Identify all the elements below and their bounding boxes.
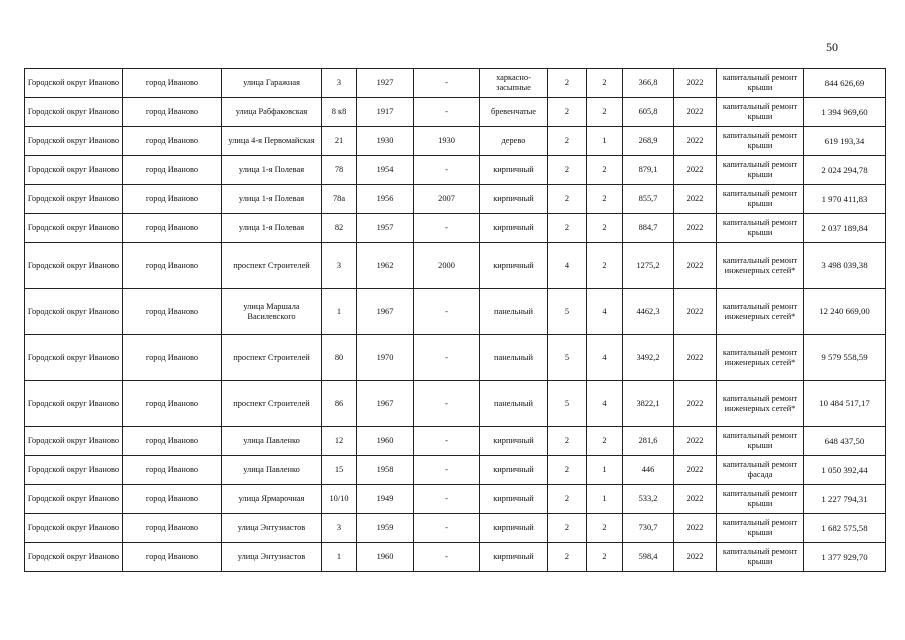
table-body (25, 69, 886, 572)
area-cell: 3822,1 (623, 381, 674, 427)
build-year-cell: 1927 (357, 69, 414, 98)
municipality-cell: Городской округ Иваново (25, 543, 123, 572)
floors-cell: 2 (548, 485, 587, 514)
house-number-cell: 3 (322, 243, 357, 289)
renovation-year-cell: - (414, 485, 480, 514)
renovation-year-cell: - (414, 427, 480, 456)
entrances-cell: 1 (587, 456, 623, 485)
renovation-year-cell: - (414, 456, 480, 485)
street-cell: улица Гаражная (222, 69, 322, 98)
wall-material-cell: кирпичный (480, 214, 548, 243)
house-number-cell: 3 (322, 69, 357, 98)
floors-cell: 2 (548, 69, 587, 98)
house-number-cell: 1 (322, 289, 357, 335)
area-cell: 879,1 (623, 156, 674, 185)
house-number-cell: 21 (322, 127, 357, 156)
wall-material-cell: кирпичный (480, 456, 548, 485)
cost-cell: 1 377 929,70 (804, 543, 886, 572)
entrances-cell: 2 (587, 69, 623, 98)
cost-cell: 12 240 669,00 (804, 289, 886, 335)
area-cell: 598,4 (623, 543, 674, 572)
entrances-cell: 2 (587, 514, 623, 543)
floors-cell: 4 (548, 243, 587, 289)
locality-cell: город Иваново (123, 69, 222, 98)
locality-cell: город Иваново (123, 456, 222, 485)
house-number-cell: 15 (322, 456, 357, 485)
table-row (25, 456, 886, 485)
area-cell: 268,9 (623, 127, 674, 156)
renovation-year-cell: - (414, 214, 480, 243)
plan-year-cell: 2022 (674, 98, 717, 127)
locality-cell: город Иваново (123, 156, 222, 185)
floors-cell: 2 (548, 214, 587, 243)
area-cell: 533,2 (623, 485, 674, 514)
plan-year-cell: 2022 (674, 243, 717, 289)
wall-material-cell: кирпичный (480, 185, 548, 214)
municipality-cell: Городской округ Иваново (25, 456, 123, 485)
cost-cell: 619 193,34 (804, 127, 886, 156)
street-cell: улица Павленко (222, 456, 322, 485)
house-number-cell: 8 к8 (322, 98, 357, 127)
municipality-cell: Городской округ Иваново (25, 243, 123, 289)
cost-cell: 648 437,50 (804, 427, 886, 456)
plan-year-cell: 2022 (674, 127, 717, 156)
municipality-cell: Городской округ Иваново (25, 69, 123, 98)
wall-material-cell: кирпичный (480, 543, 548, 572)
area-cell: 281,6 (623, 427, 674, 456)
build-year-cell: 1956 (357, 185, 414, 214)
build-year-cell: 1962 (357, 243, 414, 289)
municipality-cell: Городской округ Иваново (25, 98, 123, 127)
wall-material-cell: харкасно-засыпные (480, 69, 548, 98)
table-row (25, 156, 886, 185)
entrances-cell: 4 (587, 335, 623, 381)
build-year-cell: 1959 (357, 514, 414, 543)
table-row (25, 543, 886, 572)
locality-cell: город Иваново (123, 243, 222, 289)
renovation-year-cell: - (414, 156, 480, 185)
area-cell: 3492,2 (623, 335, 674, 381)
cost-cell: 10 484 517,17 (804, 381, 886, 427)
wall-material-cell: кирпичный (480, 427, 548, 456)
plan-year-cell: 2022 (674, 427, 717, 456)
entrances-cell: 2 (587, 98, 623, 127)
renovation-year-cell: - (414, 289, 480, 335)
wall-material-cell: кирпичный (480, 514, 548, 543)
street-cell: улица 1-я Полевая (222, 156, 322, 185)
locality-cell: город Иваново (123, 543, 222, 572)
work-type-cell: капитальный ремонт крыши (717, 485, 804, 514)
plan-year-cell: 2022 (674, 69, 717, 98)
cost-cell: 1 227 794,31 (804, 485, 886, 514)
cost-cell: 1 050 392,44 (804, 456, 886, 485)
table-row (25, 127, 886, 156)
renovation-year-cell: 2007 (414, 185, 480, 214)
municipality-cell: Городской округ Иваново (25, 214, 123, 243)
renovation-year-cell: - (414, 514, 480, 543)
municipality-cell: Городской округ Иваново (25, 485, 123, 514)
build-year-cell: 1967 (357, 381, 414, 427)
renovation-year-cell: - (414, 98, 480, 127)
street-cell: проспект Строителей (222, 243, 322, 289)
table-row (25, 335, 886, 381)
wall-material-cell: бревенчатые (480, 98, 548, 127)
floors-cell: 2 (548, 514, 587, 543)
locality-cell: город Иваново (123, 127, 222, 156)
area-cell: 1275,2 (623, 243, 674, 289)
table-row (25, 243, 886, 289)
entrances-cell: 2 (587, 427, 623, 456)
build-year-cell: 1949 (357, 485, 414, 514)
street-cell: проспект Строителей (222, 381, 322, 427)
house-number-cell: 10/10 (322, 485, 357, 514)
build-year-cell: 1958 (357, 456, 414, 485)
entrances-cell: 2 (587, 156, 623, 185)
plan-year-cell: 2022 (674, 381, 717, 427)
page-number: 50 (826, 40, 838, 54)
work-type-cell: капитальный ремонт фасада (717, 456, 804, 485)
municipality-cell: Городской округ Иваново (25, 381, 123, 427)
locality-cell: город Иваново (123, 289, 222, 335)
table-row (25, 427, 886, 456)
area-cell: 605,8 (623, 98, 674, 127)
build-year-cell: 1957 (357, 214, 414, 243)
locality-cell: город Иваново (123, 427, 222, 456)
floors-cell: 5 (548, 335, 587, 381)
work-type-cell: капитальный ремонт крыши (717, 98, 804, 127)
table-row (25, 69, 886, 98)
street-cell: улица Энтузиастов (222, 514, 322, 543)
table-row (25, 514, 886, 543)
wall-material-cell: кирпичный (480, 485, 548, 514)
renovation-year-cell: 1930 (414, 127, 480, 156)
locality-cell: город Иваново (123, 485, 222, 514)
cost-cell: 844 626,69 (804, 69, 886, 98)
entrances-cell: 2 (587, 185, 623, 214)
work-type-cell: капитальный ремонт крыши (717, 156, 804, 185)
locality-cell: город Иваново (123, 185, 222, 214)
cost-cell: 1 394 969,60 (804, 98, 886, 127)
street-cell: улица Павленко (222, 427, 322, 456)
work-type-cell: капитальный ремонт крыши (717, 543, 804, 572)
renovation-year-cell: 2000 (414, 243, 480, 289)
entrances-cell: 2 (587, 543, 623, 572)
cost-cell: 1 682 575,58 (804, 514, 886, 543)
build-year-cell: 1960 (357, 427, 414, 456)
wall-material-cell: кирпичный (480, 243, 548, 289)
house-number-cell: 82 (322, 214, 357, 243)
plan-year-cell: 2022 (674, 335, 717, 381)
renovation-year-cell: - (414, 69, 480, 98)
street-cell: улица 1-я Полевая (222, 214, 322, 243)
wall-material-cell: панельный (480, 335, 548, 381)
work-type-cell: капитальный ремонт инженерных сетей* (717, 381, 804, 427)
work-type-cell: капитальный ремонт крыши (717, 185, 804, 214)
area-cell: 366,8 (623, 69, 674, 98)
cost-cell: 2 037 189,84 (804, 214, 886, 243)
floors-cell: 2 (548, 98, 587, 127)
locality-cell: город Иваново (123, 98, 222, 127)
entrances-cell: 4 (587, 381, 623, 427)
municipality-cell: Городской округ Иваново (25, 156, 123, 185)
floors-cell: 2 (548, 456, 587, 485)
house-number-cell: 1 (322, 543, 357, 572)
build-year-cell: 1954 (357, 156, 414, 185)
municipality-cell: Городской округ Иваново (25, 185, 123, 214)
build-year-cell: 1970 (357, 335, 414, 381)
area-cell: 4462,3 (623, 289, 674, 335)
street-cell: улица Рабфаковская (222, 98, 322, 127)
area-cell: 446 (623, 456, 674, 485)
work-type-cell: капитальный ремонт инженерных сетей* (717, 335, 804, 381)
house-number-cell: 78 (322, 156, 357, 185)
table-row (25, 214, 886, 243)
house-number-cell: 86 (322, 381, 357, 427)
work-type-cell: капитальный ремонт крыши (717, 214, 804, 243)
plan-year-cell: 2022 (674, 156, 717, 185)
table-row (25, 485, 886, 514)
build-year-cell: 1917 (357, 98, 414, 127)
work-type-cell: капитальный ремонт инженерных сетей* (717, 289, 804, 335)
municipality-cell: Городской округ Иваново (25, 127, 123, 156)
locality-cell: город Иваново (123, 514, 222, 543)
street-cell: улица 4-я Первомайская (222, 127, 322, 156)
street-cell: улица 1-я Полевая (222, 185, 322, 214)
plan-year-cell: 2022 (674, 543, 717, 572)
floors-cell: 5 (548, 381, 587, 427)
cost-cell: 9 579 558,59 (804, 335, 886, 381)
street-cell: улица Энтузиастов (222, 543, 322, 572)
area-cell: 730,7 (623, 514, 674, 543)
plan-year-cell: 2022 (674, 514, 717, 543)
work-type-cell: капитальный ремонт крыши (717, 127, 804, 156)
cost-cell: 2 024 294,78 (804, 156, 886, 185)
wall-material-cell: кирпичный (480, 156, 548, 185)
wall-material-cell: панельный (480, 289, 548, 335)
entrances-cell: 1 (587, 127, 623, 156)
entrances-cell: 4 (587, 289, 623, 335)
street-cell: проспект Строителей (222, 335, 322, 381)
municipality-cell: Городской округ Иваново (25, 427, 123, 456)
work-type-cell: капитальный ремонт крыши (717, 69, 804, 98)
entrances-cell: 2 (587, 214, 623, 243)
entrances-cell: 1 (587, 485, 623, 514)
house-number-cell: 80 (322, 335, 357, 381)
plan-year-cell: 2022 (674, 214, 717, 243)
area-cell: 884,7 (623, 214, 674, 243)
area-cell: 855,7 (623, 185, 674, 214)
floors-cell: 2 (548, 156, 587, 185)
floors-cell: 2 (548, 543, 587, 572)
renovation-year-cell: - (414, 543, 480, 572)
house-number-cell: 12 (322, 427, 357, 456)
build-year-cell: 1967 (357, 289, 414, 335)
work-type-cell: капитальный ремонт инженерных сетей* (717, 243, 804, 289)
plan-year-cell: 2022 (674, 485, 717, 514)
table-row (25, 381, 886, 427)
table-row (25, 289, 886, 335)
work-type-cell: капитальный ремонт крыши (717, 514, 804, 543)
build-year-cell: 1960 (357, 543, 414, 572)
locality-cell: город Иваново (123, 381, 222, 427)
municipality-cell: Городской округ Иваново (25, 514, 123, 543)
cost-cell: 3 498 039,38 (804, 243, 886, 289)
build-year-cell: 1930 (357, 127, 414, 156)
work-type-cell: капитальный ремонт крыши (717, 427, 804, 456)
street-cell: улица Маршала Василевского (222, 289, 322, 335)
wall-material-cell: панельный (480, 381, 548, 427)
house-number-cell: 78а (322, 185, 357, 214)
housing-repair-table (24, 68, 886, 572)
renovation-year-cell: - (414, 381, 480, 427)
house-number-cell: 3 (322, 514, 357, 543)
entrances-cell: 2 (587, 243, 623, 289)
plan-year-cell: 2022 (674, 289, 717, 335)
table-row (25, 98, 886, 127)
floors-cell: 5 (548, 289, 587, 335)
table-row (25, 185, 886, 214)
locality-cell: город Иваново (123, 335, 222, 381)
floors-cell: 2 (548, 185, 587, 214)
street-cell: улица Ярмарочная (222, 485, 322, 514)
cost-cell: 1 970 411,83 (804, 185, 886, 214)
plan-year-cell: 2022 (674, 456, 717, 485)
plan-year-cell: 2022 (674, 185, 717, 214)
floors-cell: 2 (548, 127, 587, 156)
floors-cell: 2 (548, 427, 587, 456)
renovation-year-cell: - (414, 335, 480, 381)
municipality-cell: Городской округ Иваново (25, 335, 123, 381)
locality-cell: город Иваново (123, 214, 222, 243)
municipality-cell: Городской округ Иваново (25, 289, 123, 335)
wall-material-cell: дерево (480, 127, 548, 156)
